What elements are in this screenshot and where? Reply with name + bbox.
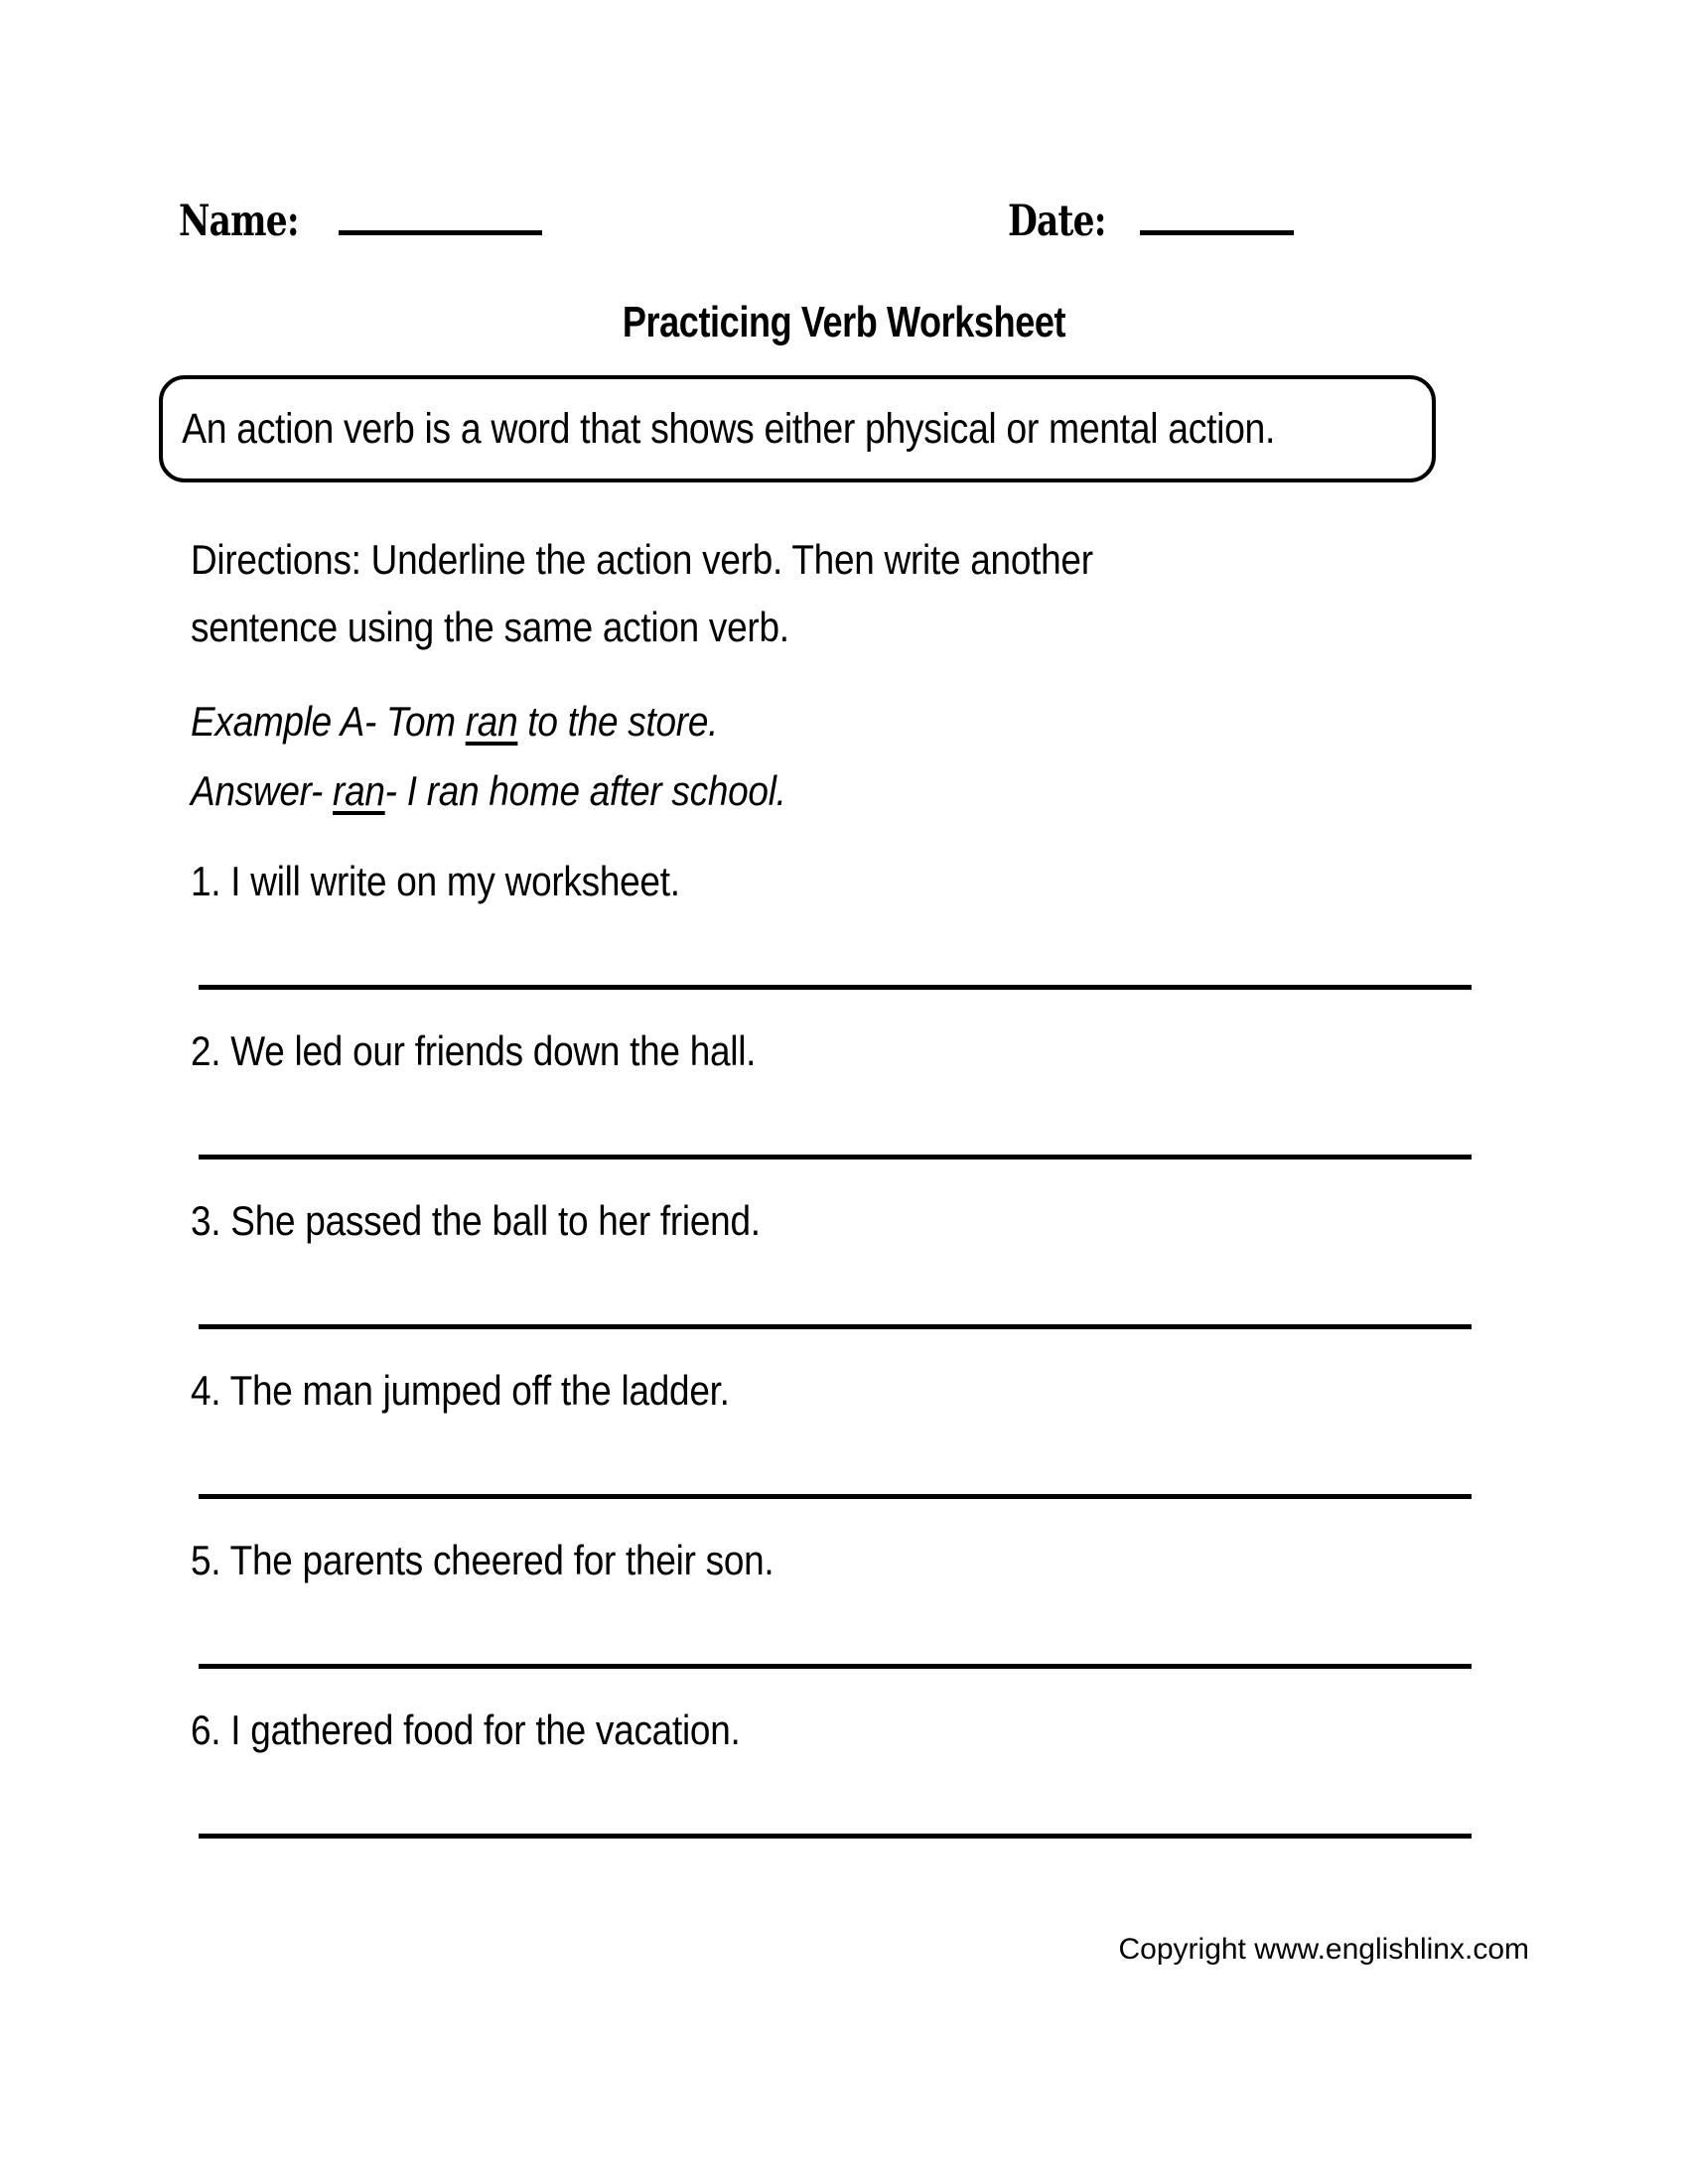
answer-write-line[interactable] [199, 1155, 1472, 1160]
example-block [191, 687, 1432, 826]
date-field-group [1008, 195, 1294, 244]
answer-write-line[interactable] [199, 985, 1472, 990]
example-suffix: to the store. [517, 698, 719, 745]
answer-write-line[interactable] [199, 1664, 1472, 1669]
question-text: 2. We led our friends down the hall. [191, 1027, 757, 1074]
question-item [191, 1025, 1472, 1195]
name-label: Name: [179, 197, 299, 246]
question-text: 4. The man jumped off the ladder. [191, 1367, 730, 1414]
question-item [191, 1535, 1472, 1705]
copyright-notice: Copyright www.englishlinx.com [1118, 1933, 1529, 1966]
directions-block [191, 526, 1432, 661]
answer-write-line[interactable] [199, 1494, 1472, 1499]
question-text: 3. She passed the ball to her friend. [191, 1197, 761, 1244]
answer-verb: ran [333, 767, 385, 814]
example-line [191, 687, 1283, 756]
definition-box [159, 375, 1436, 482]
directions-line-1: Directions: Underline the action verb. Then write another [191, 536, 1093, 583]
answer-write-line[interactable] [199, 1834, 1472, 1839]
question-text: 1. I will write on my worksheet. [191, 858, 680, 904]
date-input-blank[interactable] [1140, 195, 1294, 235]
name-field-group [179, 195, 542, 244]
example-prefix: Example A- Tom [191, 698, 466, 745]
question-text: 5. The parents cheered for their son. [191, 1537, 774, 1583]
question-item [191, 1365, 1472, 1535]
answer-write-line[interactable] [199, 1324, 1472, 1329]
student-info-row [179, 195, 1509, 254]
question-item [191, 856, 1472, 1025]
answer-suffix: - I ran home after school. [384, 767, 786, 814]
date-label: Date: [1008, 197, 1106, 246]
name-input-blank[interactable] [339, 195, 542, 235]
directions-line-2: sentence using the same action verb. [191, 604, 789, 650]
example-verb: ran [465, 698, 518, 745]
question-item [191, 1195, 1472, 1365]
answer-line-example [191, 756, 1283, 826]
definition-text: An action verb is a word that shows either physical or mental action. [182, 405, 1276, 453]
questions-list [191, 856, 1472, 1874]
question-text: 6. I gathered food for the vacation. [191, 1706, 741, 1753]
question-item [191, 1705, 1472, 1874]
page-title: Practicing Verb Worksheet [622, 298, 1066, 346]
answer-prefix: Answer- [191, 767, 334, 814]
